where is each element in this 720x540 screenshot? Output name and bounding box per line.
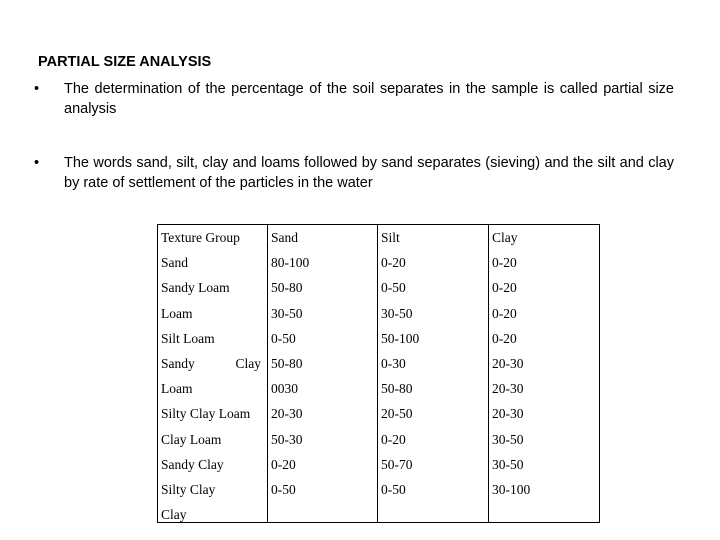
cell-sand: 0-20	[271, 456, 296, 472]
cell-silt: 50-80	[381, 381, 413, 397]
cell-silt: 0-20	[381, 431, 406, 447]
cell-silt: 20-50	[381, 406, 413, 422]
cell-clay: 30-100	[492, 482, 531, 497]
cell-sand: 50-80	[271, 356, 303, 371]
bullet-text: The determination of the percentage of the soil separates in the sample is called partial size analysis	[64, 81, 674, 117]
cell-texture-group: Clay Loam	[161, 431, 222, 447]
page-title: PARTIAL SIZE ANALYSIS	[38, 54, 212, 70]
cell-sand: 20-30	[271, 406, 303, 422]
cell-texture-group: Sand	[161, 255, 188, 271]
cell-sand: 0-50	[271, 482, 296, 497]
texture-table	[157, 224, 600, 523]
cell-sand: 30-50	[271, 305, 303, 321]
column-divider	[488, 225, 489, 522]
bullet-text: The words sand, silt, clay and loams followed by sand separates (sieving) and the silt and clay by rate of settlement of the particles in the water	[64, 155, 674, 191]
cell-texture-group: Sandy Clay	[161, 456, 224, 472]
column-divider	[377, 225, 378, 522]
cell-texture-group: Sandy Loam	[161, 280, 230, 296]
cell-silt: 30-50	[381, 305, 413, 321]
cell-word: Sandy	[161, 356, 195, 371]
cell-clay: 30-50	[492, 431, 524, 447]
cell-sand: 50-30	[271, 431, 303, 447]
cell-silt: 50-70	[381, 456, 413, 472]
header-sand: Sand	[271, 230, 298, 245]
cell-sand: 0-50	[271, 330, 296, 346]
cell-texture-group: Clay	[161, 507, 187, 523]
cell-clay: 0-20	[492, 255, 517, 271]
cell-silt: 50-100	[381, 330, 420, 346]
cell-texture-group	[161, 356, 261, 372]
cell-word: Clay	[235, 356, 261, 371]
cell-sand: 80-100	[271, 255, 310, 271]
bullet-marker: •	[34, 155, 40, 171]
cell-sand: 0030	[271, 381, 298, 397]
header-clay: Clay	[492, 230, 518, 245]
cell-clay: 0-20	[492, 305, 517, 321]
cell-silt: 0-20	[381, 255, 406, 271]
cell-silt: 0-30	[381, 356, 406, 371]
header-texture-group: Texture Group	[161, 230, 240, 245]
cell-silt: 0-50	[381, 482, 406, 497]
bullet-marker: •	[34, 81, 40, 97]
cell-clay: 20-30	[492, 406, 524, 422]
cell-texture-group: Silty Clay	[161, 482, 216, 497]
cell-texture-group: Silt Loam	[161, 330, 215, 346]
cell-clay: 30-50	[492, 456, 524, 472]
cell-sand: 50-80	[271, 280, 303, 296]
header-silt: Silt	[381, 230, 400, 245]
cell-silt: 0-50	[381, 280, 406, 296]
cell-clay: 0-20	[492, 330, 517, 346]
column-divider	[267, 225, 268, 522]
cell-clay: 20-30	[492, 381, 524, 397]
cell-texture-group: Loam	[161, 381, 193, 397]
cell-texture-group: Loam	[161, 305, 193, 321]
cell-clay: 20-30	[492, 356, 524, 371]
cell-texture-group: Silty Clay Loam	[161, 406, 251, 422]
cell-clay: 0-20	[492, 280, 517, 296]
